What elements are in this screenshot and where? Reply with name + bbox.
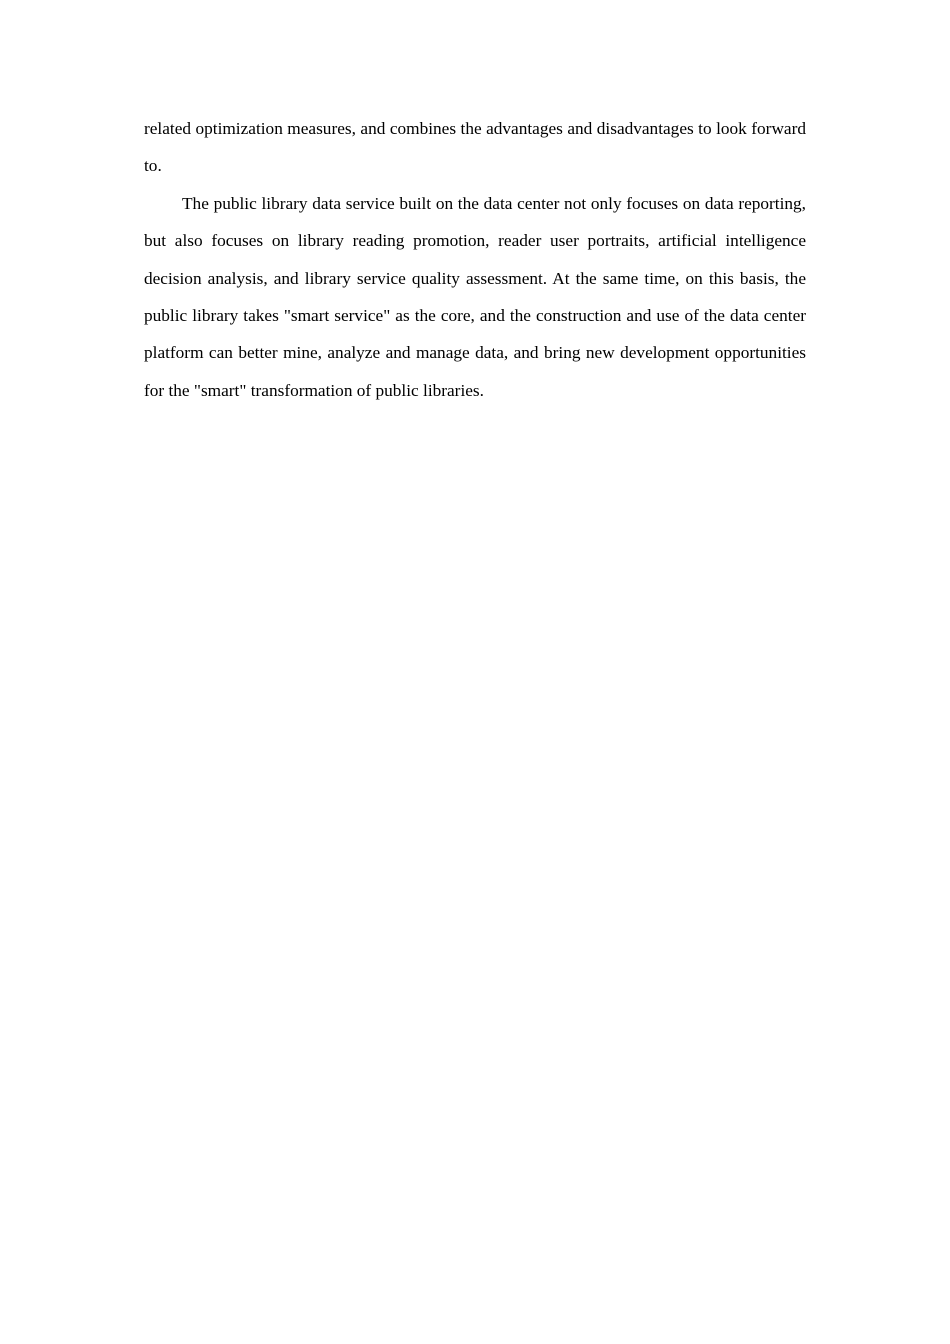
- document-body: [144, 110, 806, 409]
- paragraph-data-service: The public library data service built on the data center not only focuses on data reporting, but also focuses on library reading promotion, reader user portraits, artificial intelligence decision analysis, and library service quality assessment. At the same time, on this basis, the public library takes "smart service" as the core, and the construction and use of the data center platform can better mine, analyze and manage data, and bring new development opportunities for the "smart" transformation of public libraries.: [144, 193, 806, 400]
- paragraph-continued: related optimization measures, and combines the advantages and disadvantages to look forward to.: [144, 119, 806, 176]
